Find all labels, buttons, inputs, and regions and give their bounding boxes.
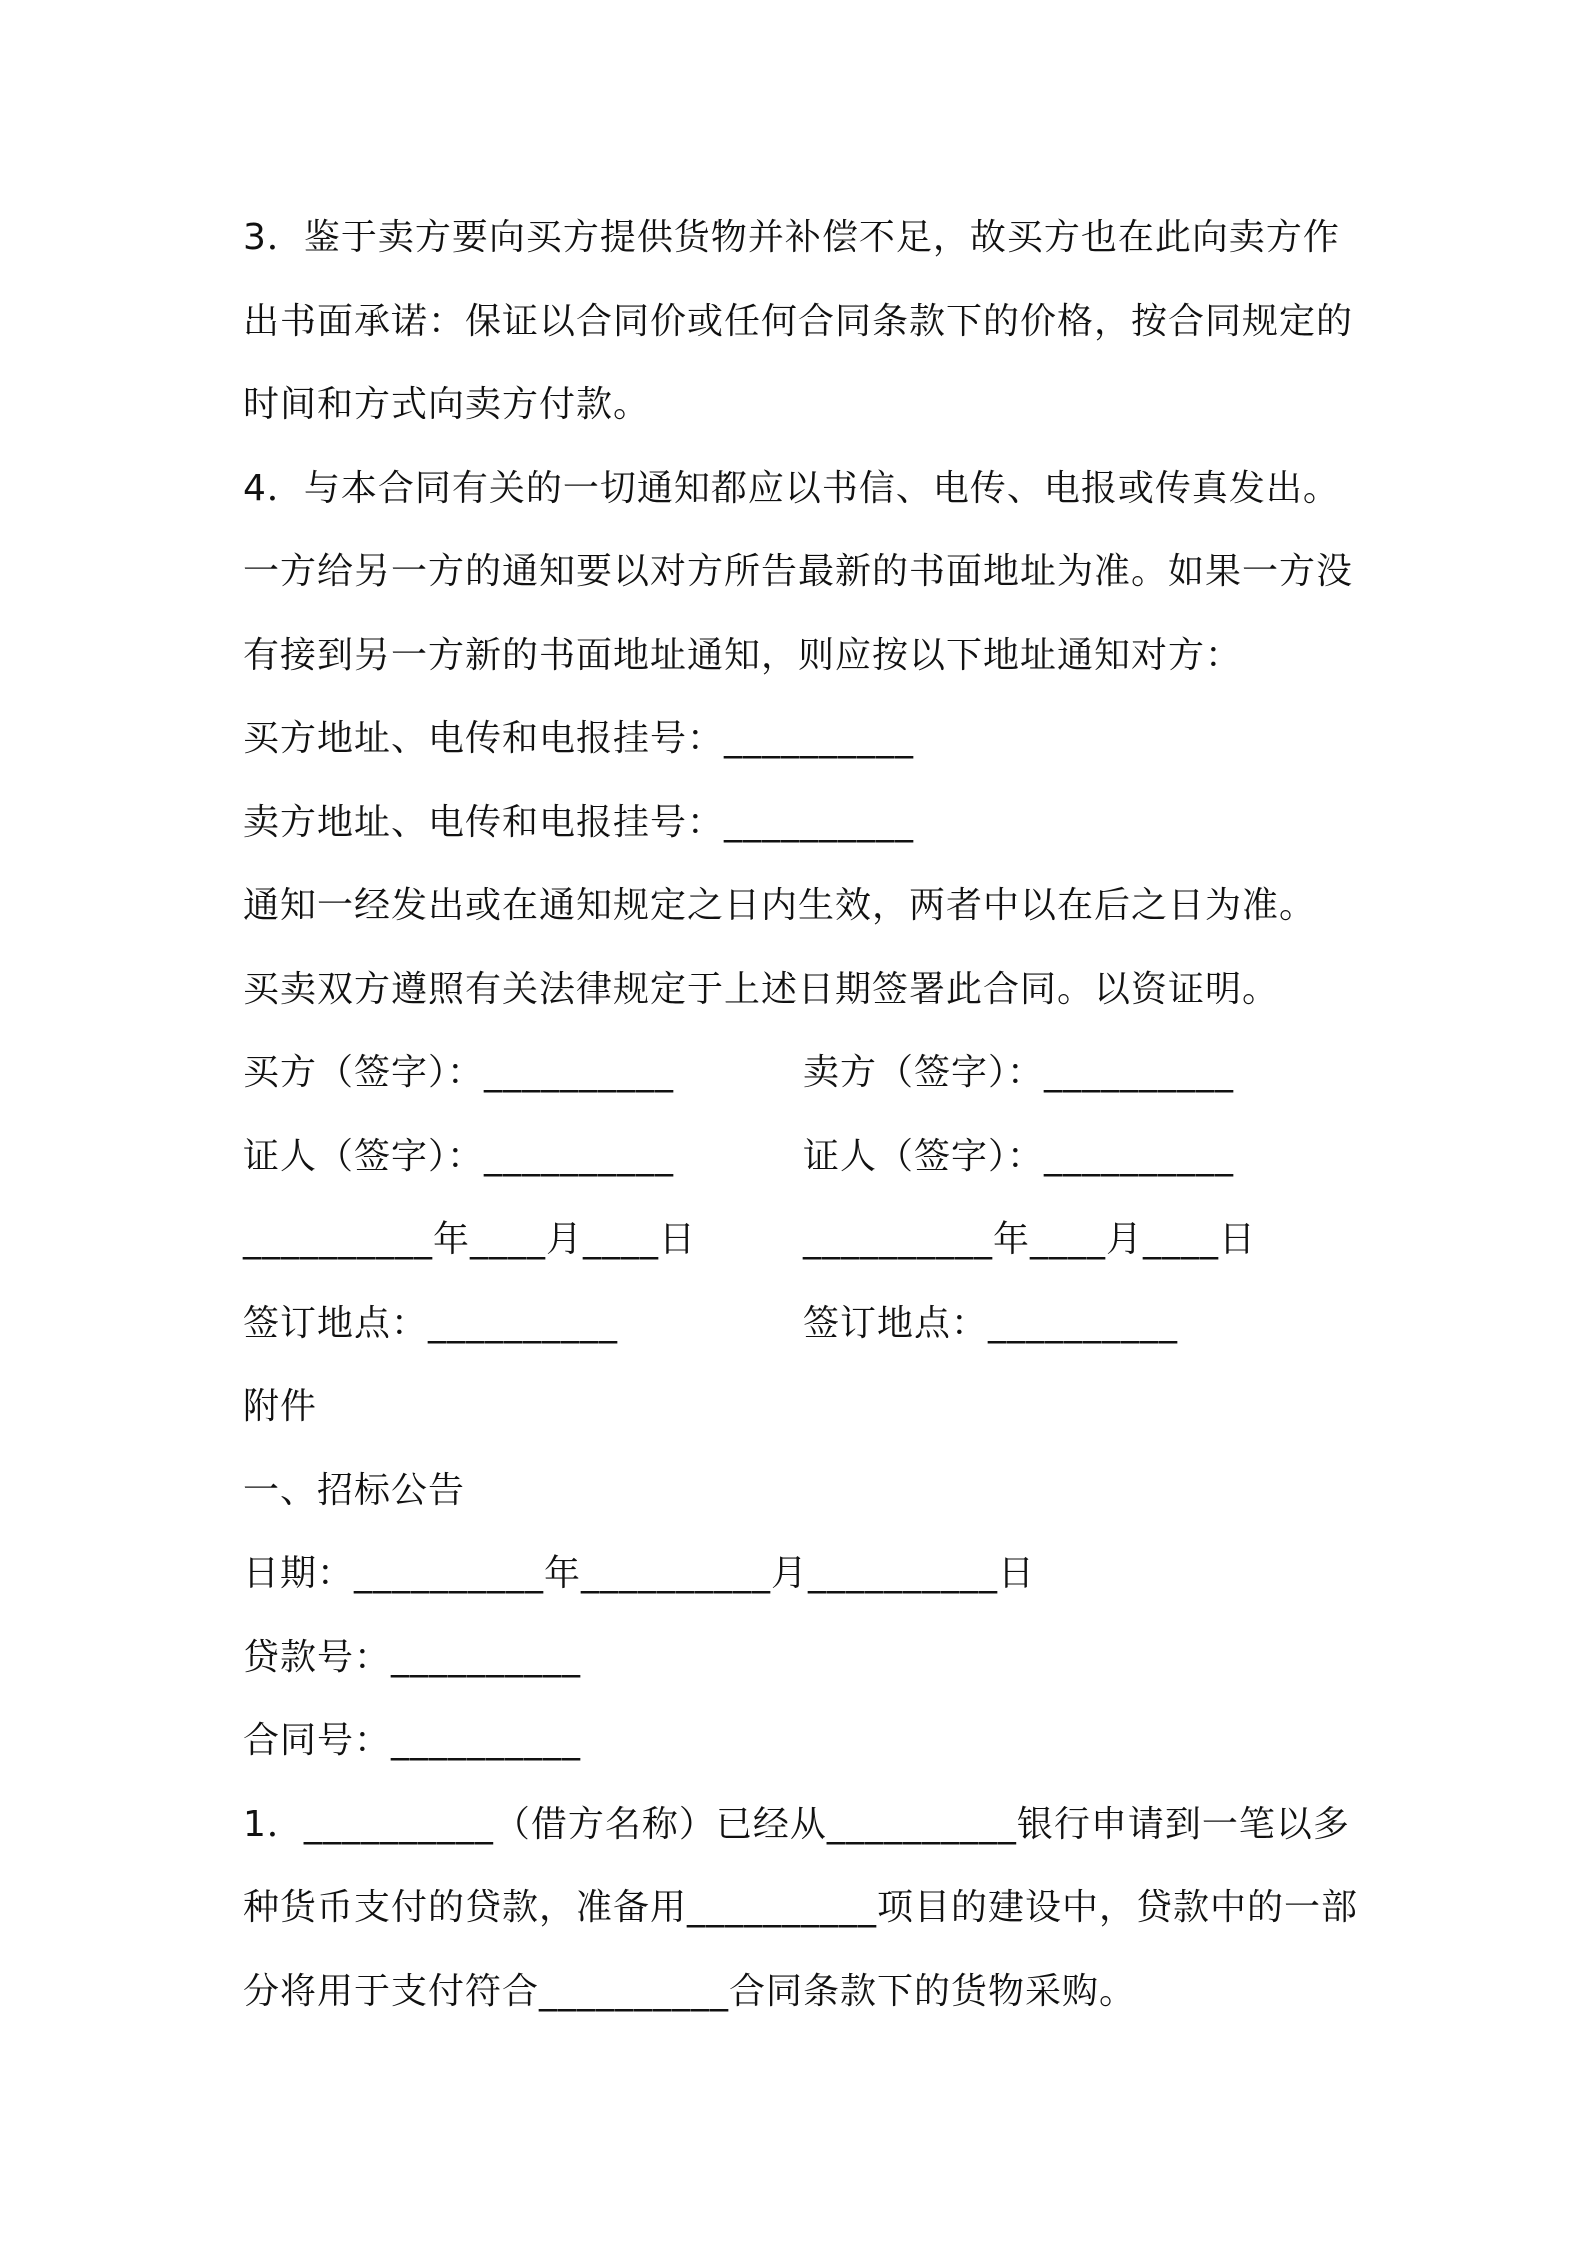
contract-number: 合同号：__________	[243, 1720, 582, 1761]
clause-3-line-2: 出书面承诺：保证以合同价或任何合同条款下的价格，按合同规定的	[243, 300, 1354, 342]
seller-signature: 卖方（签字）：__________	[803, 1052, 1235, 1093]
buyer-witness: 证人（签字）：__________	[243, 1135, 675, 1177]
witness-statement-line: 买卖双方遵照有关法律规定于上述日期签署此合同。以资证明。	[243, 968, 1280, 1010]
clause-4-line-3: 有接到另一方新的书面地址通知，则应按以下地址通知对方：	[243, 634, 1243, 676]
document-body	[243, 196, 1363, 2033]
appendix-para-1-line-1: 1．__________（借方名称）已经从__________银行申请到一笔以多	[243, 1803, 1350, 1845]
appendix-heading: 一、招标公告	[243, 1469, 466, 1511]
seller-address-line: 卖方地址、电传和电报挂号：__________	[243, 801, 915, 843]
place-row	[243, 1282, 1363, 1366]
seller-place: 签订地点：__________	[803, 1302, 1179, 1344]
clause-4-line-1: 4．与本合同有关的一切通知都应以书信、电传、电报或传真发出。	[243, 467, 1340, 509]
signature-row	[243, 1031, 1363, 1115]
clause-4-line-2: 一方给另一方的通知要以对方所告最新的书面地址为准。如果一方没	[243, 551, 1354, 592]
seller-witness: 证人（签字）：__________	[803, 1135, 1235, 1177]
seller-date: __________年____月____日	[803, 1219, 1256, 1260]
buyer-signature: 买方（签字）：__________	[243, 1052, 675, 1093]
clause-3-line-1: 3．鉴于卖方要向买方提供货物并补偿不足，故买方也在此向卖方作	[243, 217, 1340, 258]
buyer-place: 签订地点：__________	[243, 1302, 619, 1344]
appendix-date: 日期：__________年__________月__________日	[243, 1553, 1036, 1594]
notice-effective-line: 通知一经发出或在通知规定之日内生效，两者中以在后之日为准。	[243, 885, 1317, 926]
clause-3-line-3: 时间和方式向卖方付款。	[243, 384, 651, 425]
buyer-date: __________年____月____日	[243, 1219, 696, 1260]
loan-number: 贷款号：__________	[243, 1636, 582, 1678]
date-row	[243, 1198, 1363, 1282]
witness-row	[243, 1115, 1363, 1199]
appendix-para-1-line-3: 分将用于支付符合__________合同条款下的货物采购。	[243, 1970, 1137, 2012]
appendix-para-1-line-2: 种货币支付的贷款，准备用__________项目的建设中，贷款中的一部	[243, 1887, 1359, 1928]
buyer-address-line: 买方地址、电传和电报挂号：__________	[243, 718, 915, 759]
appendix-title: 附件	[243, 1386, 318, 1427]
